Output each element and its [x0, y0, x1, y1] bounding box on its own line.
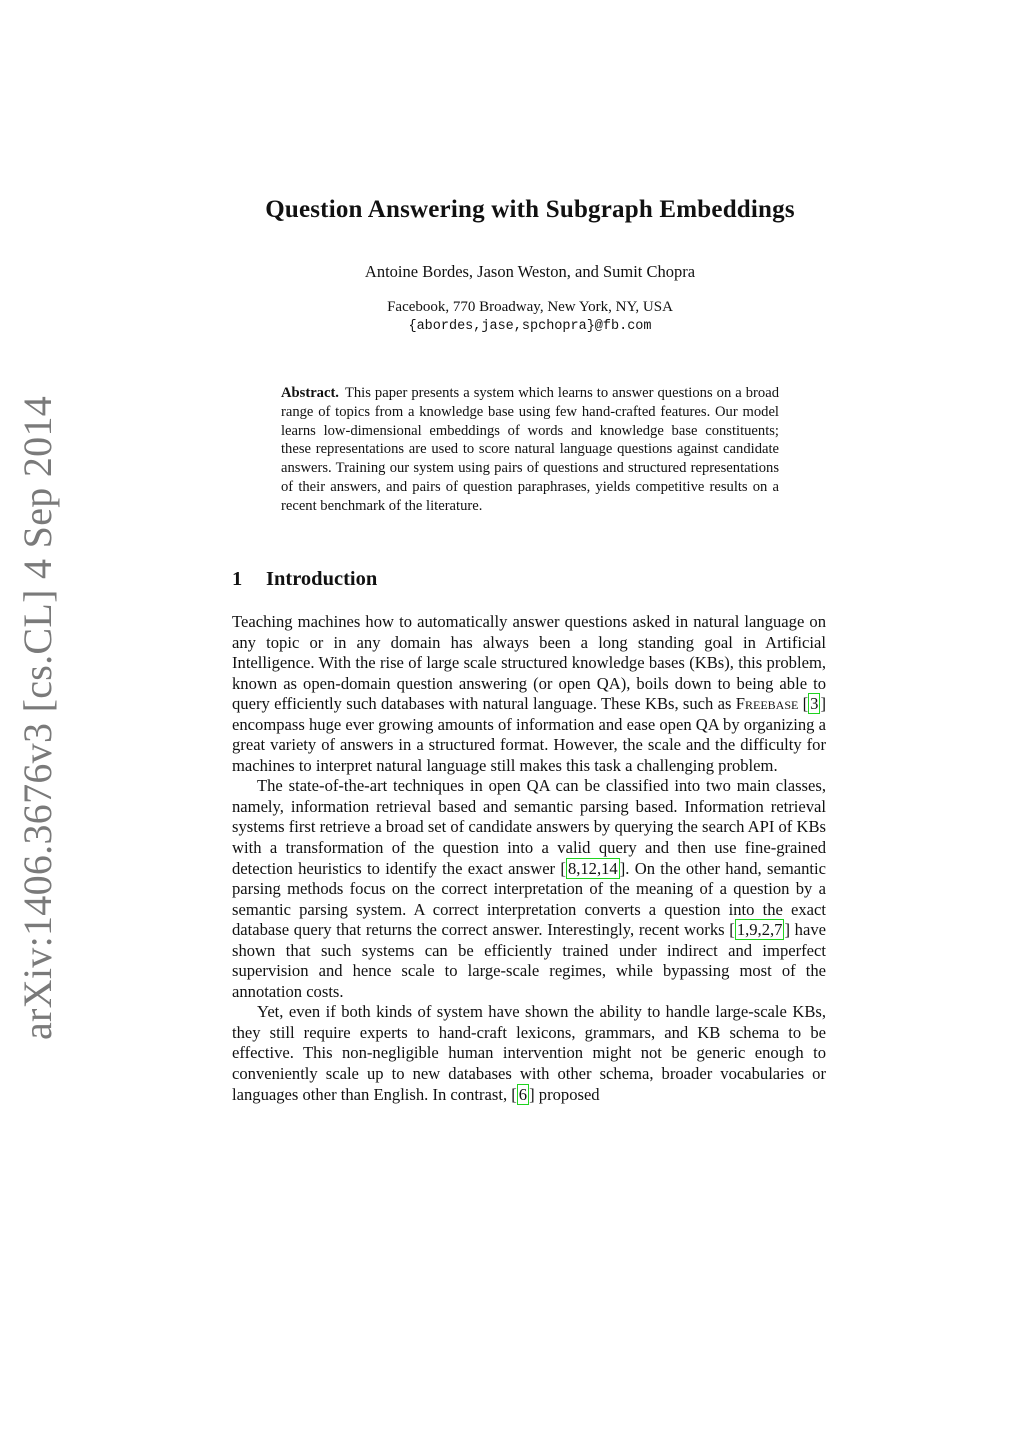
citation-link[interactable]: 8,12,14 [567, 858, 618, 878]
paragraph-2-text-a: The state-of-the-art techniques in open QA can be classified into two main classes, namely, information retrieval based and semantic parsing based. Information retrieval systems first retrieve a broad set of candidate answers by querying the search API of KBs with a transformation of the question into a valid query and then use fine-grained detection heuristics to identify the exact answer [232, 776, 826, 878]
paragraph-1: Teaching machines how to automatically answer questions asked in natural language on any topic or in any domain has always been a long standing goal in Artificial Intelligence. With the rise of large scale structured knowledge bases (KBs), this problem, known as open-domain question answering (or open QA), boils down to being able to query efficiently such databases with natural language. These KBs, such as Freebase [ 3 ] encompass huge ever growing amounts of information and ease open QA by organizing a great variety of answers in a structured format. However, the scale and the difficulty for machines to interpret natural language still makes this task a challenging problem. [232, 612, 826, 775]
citation-link[interactable]: 3 [810, 694, 819, 714]
citation-link[interactable]: 6 [518, 1084, 528, 1104]
paragraph-2-text-c: have shown that such systems can be efficiently trained under indirect and imperfect supervision and hence scale to large-scale regimes, while bypassing most of the annotation costs. [232, 920, 826, 1001]
freebase-term: Freebase [735, 694, 799, 714]
citation-link[interactable]: 1,9,2,7 [736, 920, 783, 940]
arxiv-identifier-stamp: arXiv:1406.3676v3 [cs.CL] 4 Sep 2014 [15, 395, 60, 1040]
paragraph-3: Yet, even if both kinds of system have shown the ability to handle large-scale KBs, they still require experts to hand-craft lexicons, grammars, and KB schema to be effective. This non-negligible human intervention might not be generic enough to conveniently scale up to new databases with other schema, broader vocabularies or languages other than English. In contrast, [ 6 ] proposed [232, 1002, 826, 1104]
paragraph-2-text-b: . On the other hand, semantic parsing methods focus on the correct interpretation of the meaning of a question by a semantic parsing system. A correct interpretation converts a question into the exact database query that returns the correct answer. Interestingly, recent works [232, 858, 826, 940]
section-number: 1 [232, 568, 243, 590]
author-emails: {abordes,jase,spchopra}@fb.com [408, 319, 652, 334]
author-list: Antoine Bordes, Jason Weston, and Sumit Chopra [364, 262, 696, 281]
paragraph-2: The state-of-the-art techniques in open QA can be classified into two main classes, namely, information retrieval based and semantic parsing based. Information retrieval systems first retrieve a broad set of candidate answers by querying the search API of KBs with a transformation of the question into a valid query and then use fine-grained detection heuristics to identify the exact answer [ 8,12,14 ]. On the other hand, semantic parsing methods focus on the correct interpretation of the meaning of a question by a semantic parsing system. A correct interpretation converts a question into the exact database query that returns the correct answer. Interestingly, recent works [ 1,9,2,7 ] have shown that such systems can be efficiently trained under indirect and imperfect supervision and hence scale to large-scale regimes, while bypassing most of the annotation costs. [232, 776, 826, 1001]
paragraph-1-text-b: encompass huge ever growing amounts of information and ease open QA by organizing a great variety of answers in a structured format. However, the scale and the difficulty for machines to interpret natural language still makes this task a challenging problem. [232, 714, 826, 775]
section-title: Introduction [266, 568, 378, 590]
abstract-text: This paper presents a system which learns to answer questions on a broad range of topics from a knowledge base using few hand-crafted features. Our model learns low-dimensional embeddings of words and knowledge base constituents; these representations are used to score natural language questions against candidate answers. Training our system using pairs of questions and structured representations of their answers, and pairs of question paraphrases, yields competitive results on a recent benchmark of the literature. [281, 385, 779, 514]
paragraph-3-text-a: Yet, even if both kinds of system have shown the ability to handle large-scale KBs, they still require experts to hand-craft lexicons, grammars, and KB schema to be effective. This non-negligible human intervention might not be generic enough to conveniently scale up to new databases with other schema, broader vocabularies or languages other than English. In contrast, [232, 1002, 826, 1104]
paper-title: Question Answering with Subgraph Embeddings [265, 196, 795, 223]
affiliation: Facebook, 770 Broadway, New York, NY, USA [387, 299, 673, 315]
paragraph-3-text-b: proposed [534, 1084, 600, 1104]
paragraph-1-text-a: Teaching machines how to automatically answer questions asked in natural language on any topic or in any domain has always been a long standing goal in Artificial Intelligence. With the rise of large scale structured knowledge bases (KBs), this problem, known as open-domain question answering (or open QA), boils down to being able to query efficiently such databases with natural language. These KBs, such as [232, 612, 826, 714]
section-heading-introduction [232, 568, 377, 591]
abstract [281, 384, 779, 516]
introduction-body [232, 612, 826, 1105]
abstract-label: Abstract. [281, 385, 339, 401]
